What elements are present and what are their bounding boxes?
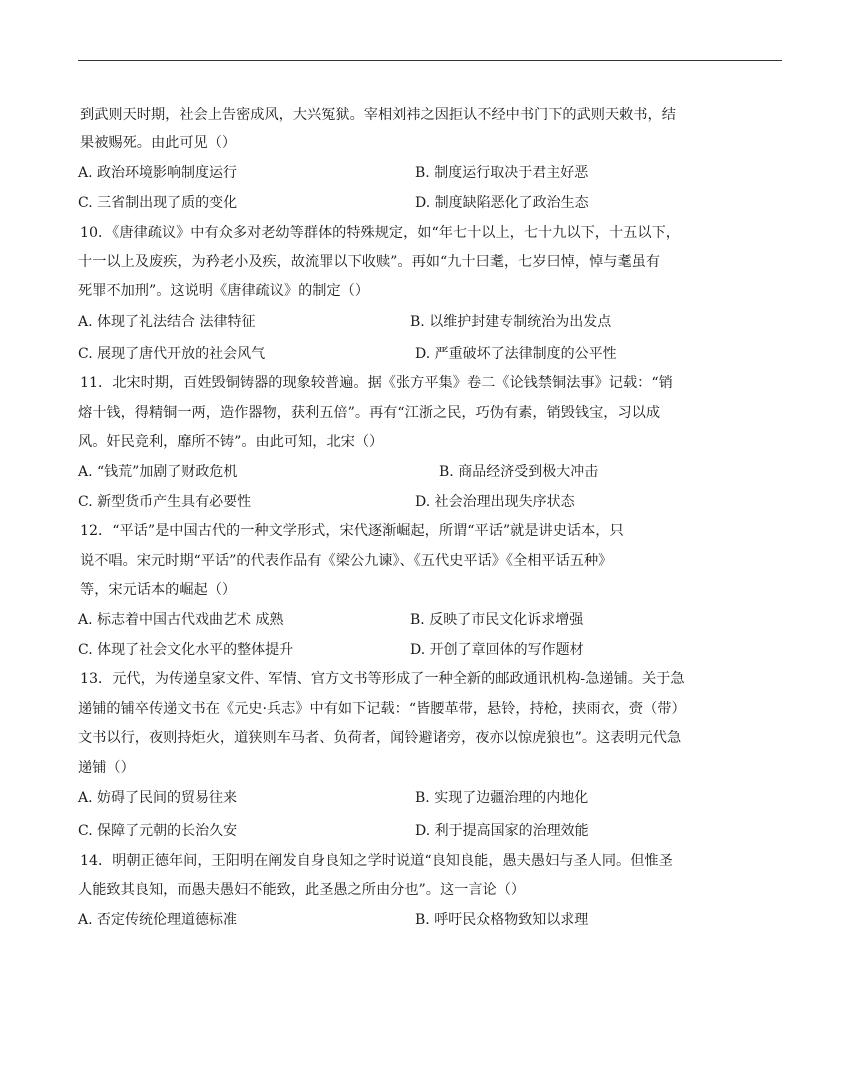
q9-stem-line-2: 果被赐死。由此可见（） bbox=[80, 135, 237, 151]
q11-option-b: B. 商品经济受到极大冲击 bbox=[439, 464, 599, 480]
q9-option-c: C. 三省制出现了质的变化 bbox=[78, 195, 238, 211]
q13-stem-line-2: 递铺的铺卒传递文书在《元史·兵志》中有如下记载：“皆腰革带，悬铃，持枪，挟雨衣，赍（带） bbox=[78, 701, 686, 717]
q10-stem-line-1: 10．《唐律疏议》中有众多对老幼等群体的特殊规定，如“年七十以上，七十九以下，十五以下， bbox=[80, 225, 680, 241]
q12-stem-line-3: 等，宋元话本的崛起（） bbox=[80, 582, 237, 598]
q10-stem-line-2: 十一以上及废疾，为矜老小及疾，故流罪以下收赎”。再如“九十曰耄，七岁曰悼，悼与耄虽有 bbox=[78, 254, 661, 270]
q13-option-c: C. 保障了元朝的长治久安 bbox=[78, 823, 238, 839]
q12-option-a: A. 标志着中国古代戏曲艺术 成熟 bbox=[78, 612, 284, 628]
q11-stem-line-2: 熔十钱，得精铜一两，造作器物，获利五倍”。再有“江浙之民，巧伪有素，销毁钱宝，习以成 bbox=[78, 405, 661, 421]
header-rule bbox=[78, 60, 782, 61]
q12-stem-line-2: 说不唱。宋元时期“平话”的代表作品有《梁公九谏》、《五代史平话》《全相平话五种》 bbox=[80, 553, 613, 569]
q14-option-a: A. 否定传统伦理道德标准 bbox=[78, 912, 238, 928]
q12-option-d: D. 开创了章回体的写作题材 bbox=[410, 642, 584, 658]
q14-option-b: B. 呼吁民众格物致知以求理 bbox=[415, 912, 589, 928]
q12-stem-line-1: 12．“平话”是中国古代的一种文学形式，宋代逐渐崛起，所谓“平话”就是讲史话本，只 bbox=[80, 523, 624, 539]
q13-option-d: D. 利于提高国家的治理效能 bbox=[415, 823, 589, 839]
q10-option-c: C. 展现了唐代开放的社会风气 bbox=[78, 346, 266, 362]
q11-option-c: C. 新型货币产生具有必要性 bbox=[78, 494, 252, 510]
q9-stem-line-1: 到武则天时期，社会上告密成风，大兴冤狱。宰相刘祎之因拒认不经中书门下的武则天敕书，结 bbox=[80, 107, 676, 123]
q9-option-a: A. 政治环境影响制度运行 bbox=[78, 165, 238, 181]
q13-stem-line-3: 文书以行，夜则持炬火，道狭则车马者、负荷者，闻铃避诸旁，夜亦以惊虎狼也”。这表明元代急 bbox=[78, 730, 682, 746]
q10-option-d: D. 严重破坏了法律制度的公平性 bbox=[415, 346, 617, 362]
q9-option-d: D. 制度缺陷恶化了政治生态 bbox=[415, 195, 589, 211]
q14-stem-line-2: 人能致其良知，而愚夫愚妇不能致，此圣愚之所由分也”。这一言论（） bbox=[78, 882, 526, 898]
q12-option-b: B. 反映了市民文化诉求增强 bbox=[410, 612, 584, 628]
q11-option-d: D. 社会治理出现失序状态 bbox=[415, 494, 575, 510]
q13-option-b: B. 实现了边疆治理的内地化 bbox=[415, 790, 589, 806]
q10-stem-line-3: 死罪不加刑”。这说明《唐律疏议》的制定（） bbox=[78, 283, 370, 299]
q10-option-b: B. 以维护封建专制统治为出发点 bbox=[410, 314, 612, 330]
q14-stem-line-1: 14．明朝正德年间，王阳明在阐发自身良知之学时说道“良知良能，愚夫愚妇与圣人同。但惟圣 bbox=[80, 853, 673, 869]
q10-option-a: A. 体现了礼法结合 法律特征 bbox=[78, 314, 256, 330]
q13-stem-line-4: 递铺（） bbox=[78, 760, 135, 776]
q11-stem-line-3: 风。奸民竞利，靡所不铸”。由此可知，北宋（） bbox=[78, 434, 384, 450]
q13-option-a: A. 妨碍了民间的贸易往来 bbox=[78, 790, 238, 806]
q9-option-b: B. 制度运行取决于君主好恶 bbox=[415, 165, 589, 181]
q11-stem-line-1: 11．北宋时期，百姓毁铜铸器的现象较普遍。据《张方平集》卷二《论钱禁铜法事》记载：“销 bbox=[80, 375, 673, 391]
q12-option-c: C. 体现了社会文化水平的整体提升 bbox=[78, 642, 294, 658]
q11-option-a: A. “钱荒”加剧了财政危机 bbox=[78, 464, 238, 480]
q13-stem-line-1: 13．元代，为传递皇家文件、军情、官方文书等形成了一种全新的邮政通讯机构-急递铺。关于急 bbox=[80, 671, 685, 687]
